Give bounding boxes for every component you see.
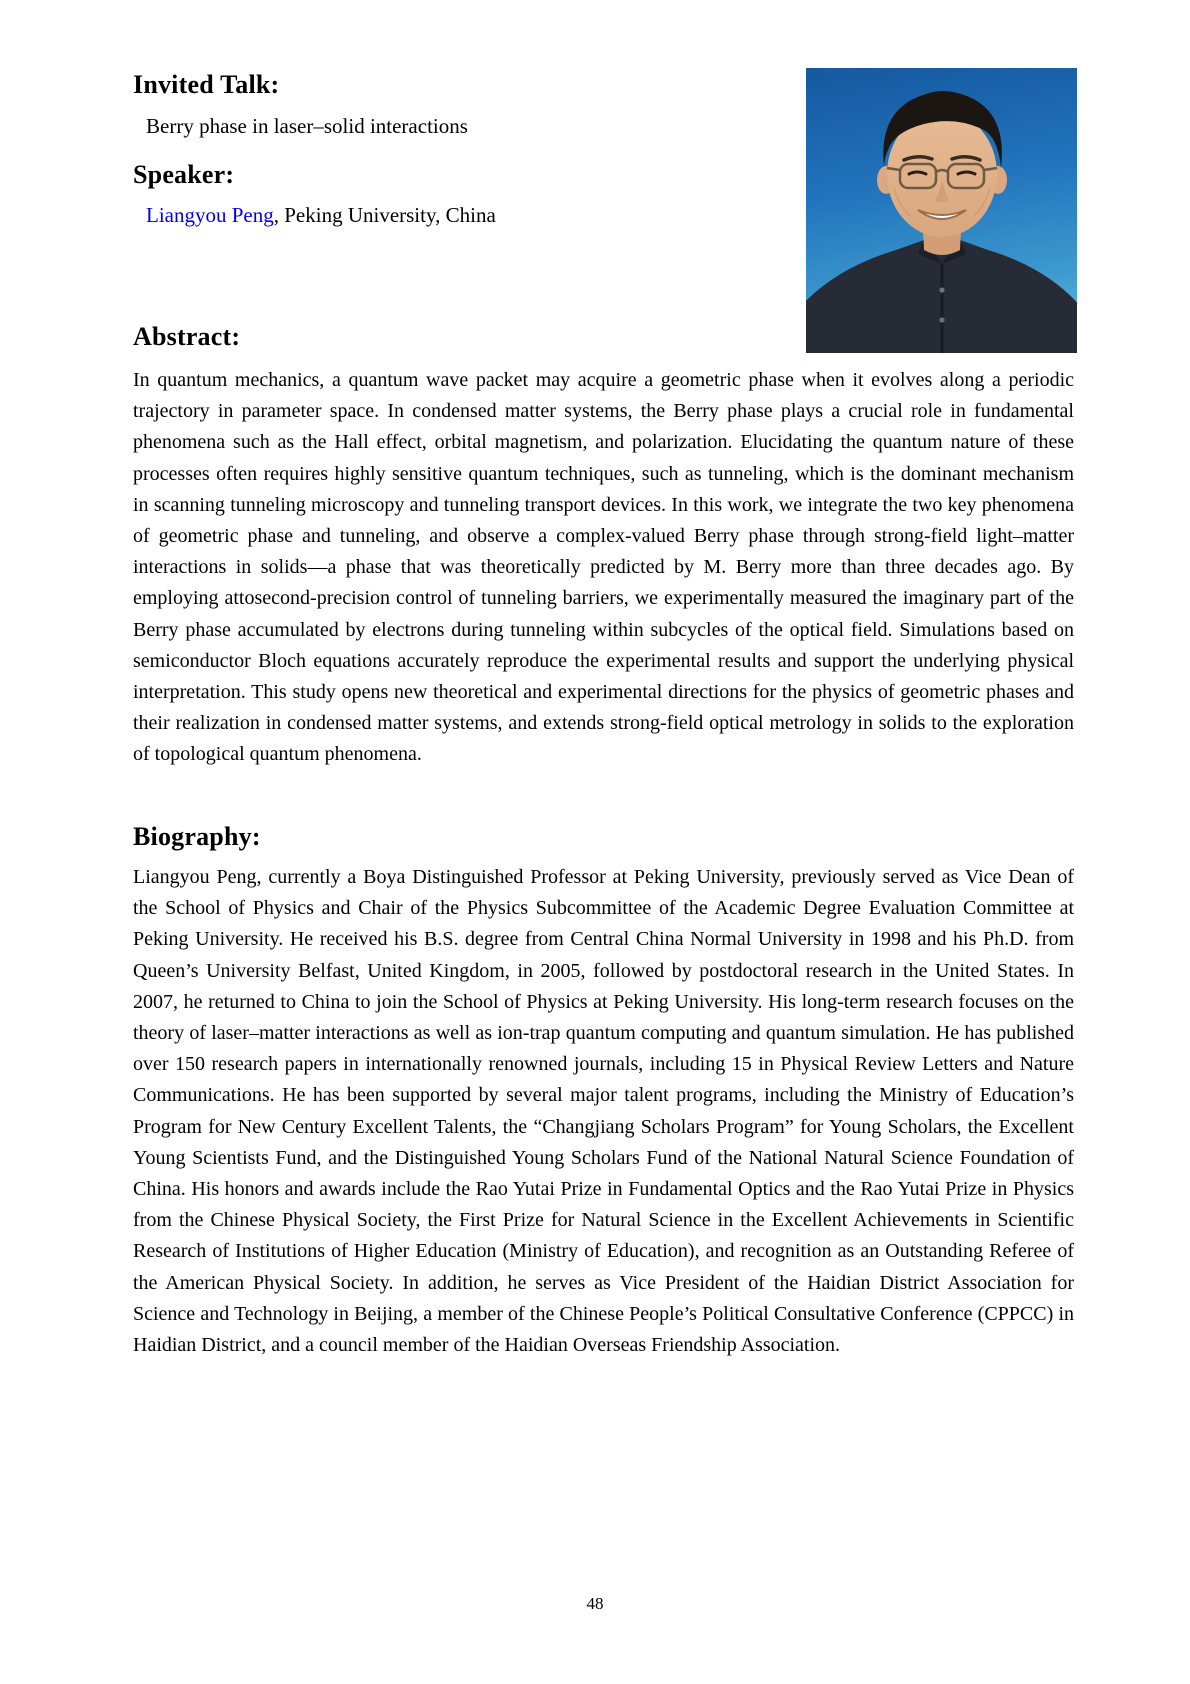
- page-number: 48: [586, 1594, 604, 1613]
- talk-title: Berry phase in laser–solid interactions: [146, 114, 468, 138]
- abstract-text: In quantum mechanics, a quantum wave packet may acquire a geometric phase when it evolves along a periodic trajectory in parameter space. In condensed matter systems, the Berry phase plays a crucial role in fundamental phenomena such as the Hall effect, orbital magnetism, and polarization. Elucidating the quantum nature of these processes often requires highly sensitive quantum techniques, such as tunneling, which is the dominant mechanism in scanning tunneling microscopy and tunneling transport devices. In this work, we integrate the two key phenomena of geometric phase and tunneling, and observe a complex-valued Berry phase through strong-field light–matter interactions in solids—a phase that was theoretically predicted by M. Berry more than three decades ago. By employing attosecond-precision control of tunneling barriers, we experimentally measured the imaginary part of the Berry phase accumulated by electrons during tunneling within subcycles of the optical field. Simulations based on semiconductor Bloch equations accurately reproduce the experimental results and support the underlying physical interpretation. This study opens new theoretical and experimental directions for the physics of geometric phases and their realization in condensed matter systems, and extends strong-field optical metrology in solids to the exploration of topological quantum phenomena.: [133, 369, 1074, 766]
- speaker-heading: Speaker:: [133, 160, 235, 189]
- speaker-line: [146, 203, 496, 228]
- speaker-affiliation: , Peking University, China: [273, 203, 496, 227]
- biography-heading: Biography:: [133, 822, 261, 851]
- biography-text: Liangyou Peng, currently a Boya Distinguished Professor at Peking University, previously served as Vice Dean of the School of Physics and Chair of the Physics Subcommittee of the Academic Degree Evaluation Committee at Peking University. He received his B.S. degree from Central China Normal University in 1998 and his Ph.D. from Queen’s University Belfast, United Kingdom, in 2005, followed by postdoctoral research in the United States. In 2007, he returned to China to join the School of Physics at Peking University. His long-term research focuses on the theory of laser–matter interactions as well as ion-trap quantum computing and quantum simulation. He has published over 150 research papers in internationally renowned journals, including 15 in Physical Review Letters and Nature Communications. He has been supported by several major talent programs, including the Ministry of Education’s Program for New Century Excellent Talents, the “Changjiang Scholars Program” for Young Scholars, the Excellent Young Scientists Fund, and the Distinguished Young Scholars Fund of the National Natural Science Foundation of China. His honors and awards include the Rao Yutai Prize in Fundamental Optics and the Rao Yutai Prize in Physics from the Chinese Physical Society, the First Prize for Natural Science in the Excellent Achievements in Scientific Research of Institutions of Higher Education (Ministry of Education), and recognition as an Outstanding Referee of the American Physical Society. In addition, he serves as Vice President of the Haidian District Association for Science and Technology in Beijing, a member of the Chinese People’s Political Consultative Conference (CPPCC) in Haidian District, and a council member of the Haidian Overseas Friendship Association.: [133, 866, 1074, 1357]
- abstract-heading: Abstract:: [133, 322, 241, 351]
- invited-talk-heading: Invited Talk:: [133, 70, 280, 99]
- speaker-name-link[interactable]: Liangyou Peng: [146, 203, 274, 227]
- speaker-portrait-illustration: [806, 68, 1077, 353]
- speaker-photo: [806, 68, 1077, 353]
